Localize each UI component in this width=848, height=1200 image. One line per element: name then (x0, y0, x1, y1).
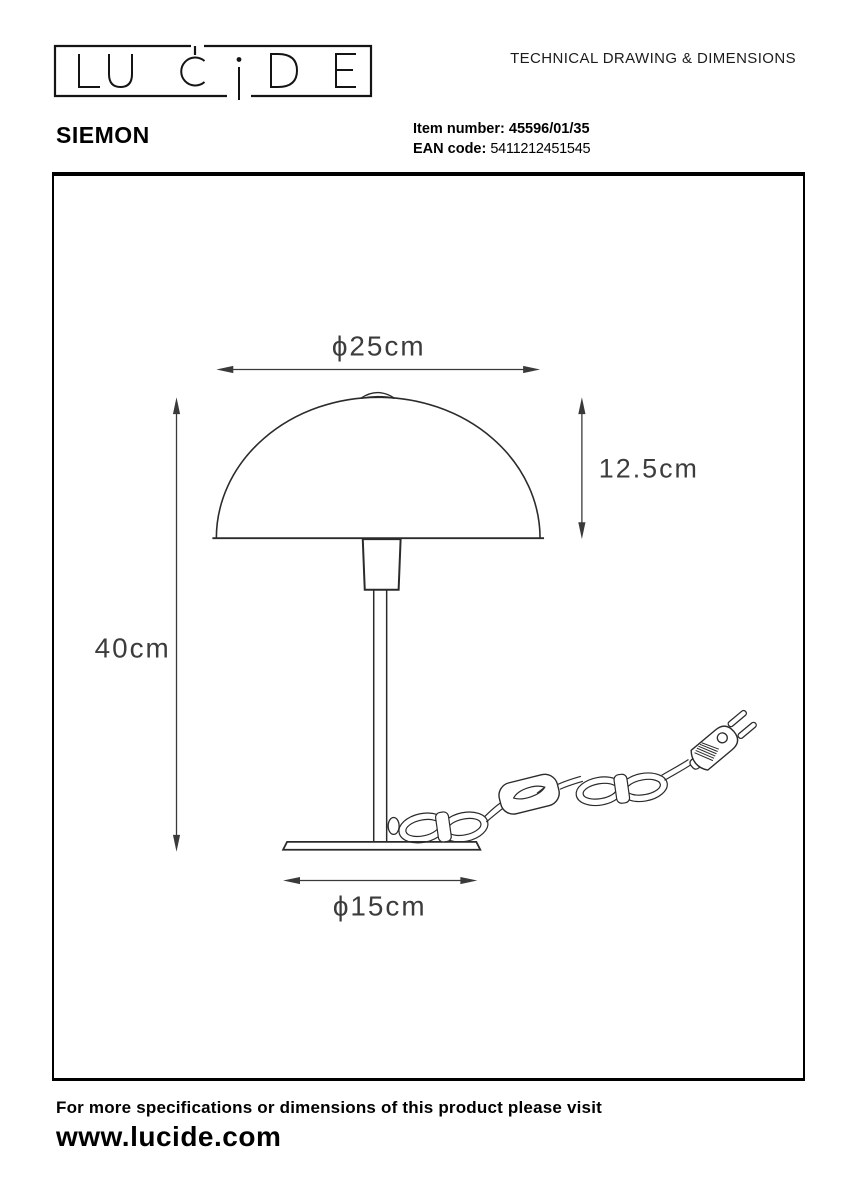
logo-letters (79, 54, 356, 100)
drawing-area (52, 172, 805, 1081)
letter-c (181, 58, 204, 86)
cord-coil-2 (574, 769, 670, 809)
lamp-stem (374, 590, 387, 842)
letter-i-dot (237, 57, 242, 62)
lamp-technical-drawing (54, 176, 803, 1078)
lamp-socket (363, 539, 401, 590)
header-title: TECHNICAL DRAWING & DIMENSIONS (510, 50, 796, 67)
lamp-shade (212, 393, 544, 539)
footer-note: For more specifications or dimensions of this product please visit (56, 1098, 602, 1117)
dim-shade-height (578, 397, 699, 539)
footer (56, 1098, 602, 1153)
dim-base-diameter-label: ϕ15cm (332, 890, 427, 922)
dim-shade-diameter (216, 331, 540, 373)
power-plug (684, 708, 759, 777)
dim-base-diameter (283, 877, 477, 921)
item-number-label: Item number: (413, 121, 505, 137)
lamp-base (283, 842, 480, 850)
letter-l (79, 54, 100, 87)
dim-total-height-label: 40cm (94, 632, 171, 664)
footer-website: www.lucide.com (56, 1121, 282, 1152)
plug-pin-bottom (737, 721, 757, 739)
letter-d (271, 54, 297, 87)
power-cord (388, 708, 759, 847)
plug-pin-top (727, 709, 747, 727)
letter-u (109, 54, 132, 87)
dim-shade-diameter-label: ϕ25cm (331, 330, 426, 362)
ean-value: 5411212451545 (490, 141, 591, 157)
item-number-row (413, 119, 590, 139)
ean-row (413, 139, 590, 159)
product-codes (413, 119, 590, 159)
inline-switch (496, 772, 562, 817)
cord-grommet (388, 818, 399, 835)
letter-e (336, 54, 356, 87)
lucide-logo (52, 38, 374, 104)
dim-shade-height-label: 12.5cm (598, 453, 699, 484)
product-name: SIEMON (56, 122, 150, 148)
ean-label: EAN code: (413, 141, 487, 157)
item-number-value: 45596/01/35 (508, 121, 590, 137)
dim-total-height (95, 397, 180, 851)
